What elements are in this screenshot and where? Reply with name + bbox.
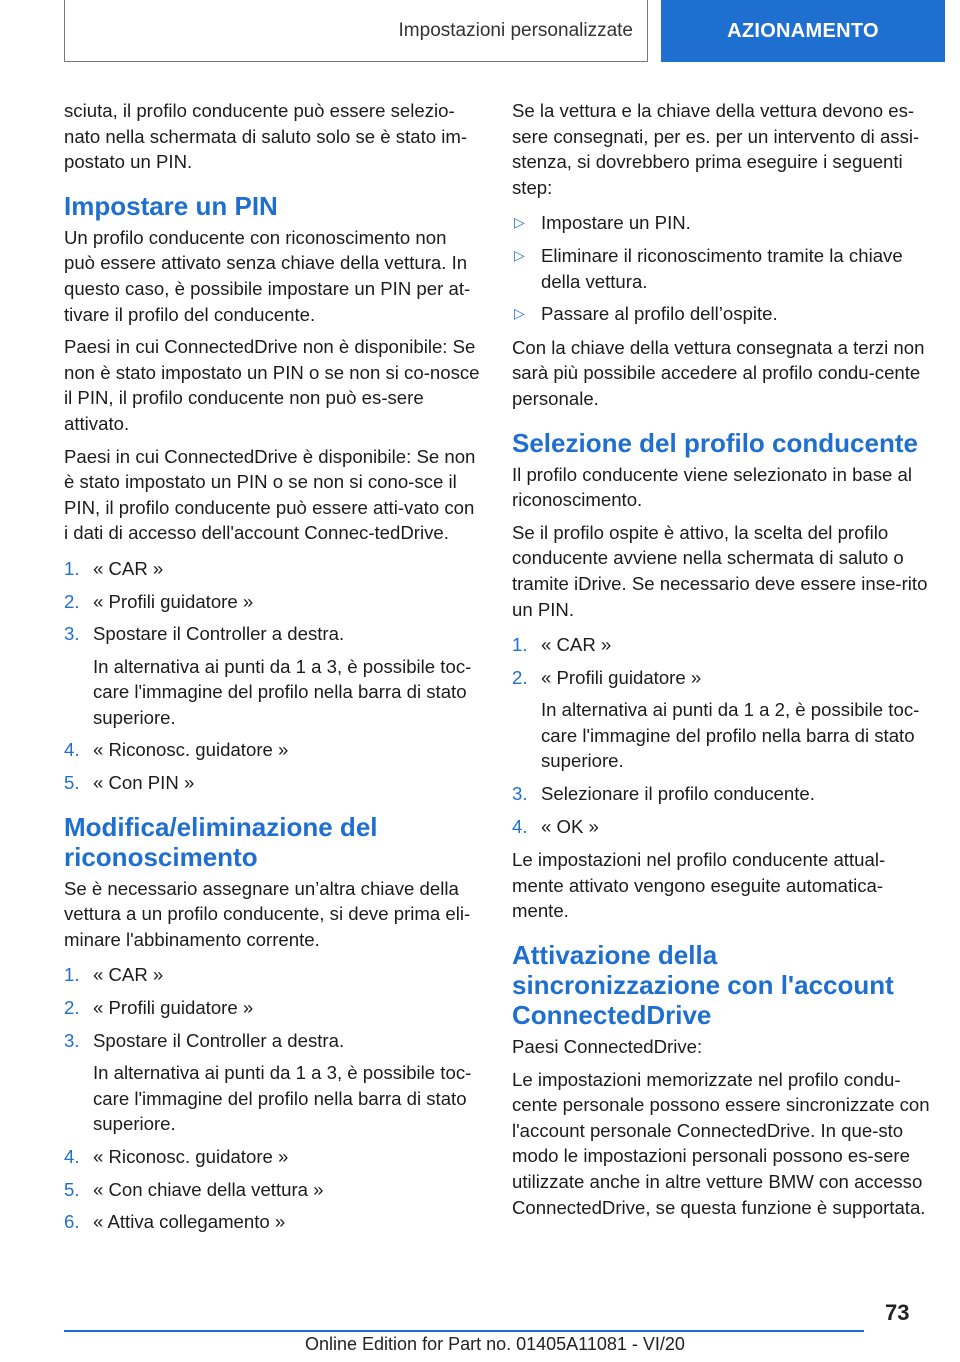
heading-select-profile: Selezione del profilo conducente xyxy=(512,427,918,458)
chapter-title: AZIONAMENTO xyxy=(727,19,879,42)
list-item xyxy=(512,210,930,236)
header-section-title xyxy=(64,0,648,62)
heading-modify-recognition: Modifica/eliminazione del riconoscimento xyxy=(64,811,378,872)
select-paragraph-2: Se il profilo ospite è attivo, la scelta del profilo conducente avviene nella schermata di saluto o tramite iDrive. Se necessario deve essere inse-rito un PIN. xyxy=(512,521,928,620)
step-text: « CAR » xyxy=(93,964,164,986)
step-text: « OK » xyxy=(541,815,599,837)
step-number: 1. xyxy=(64,964,80,986)
step-text: Spostare il Controller a destra. xyxy=(93,1029,345,1051)
step-number: 4. xyxy=(64,739,80,761)
step-number: 3. xyxy=(64,623,80,645)
footer-edition: Online Edition for Part no. 01405A11081 - VI/20 xyxy=(305,1334,685,1354)
step-note: In alternativa ai punti da 1 a 3, è possibile toc-care l'immagine del profilo nella barra di stato superiore. xyxy=(93,655,472,728)
step-number: 4. xyxy=(64,1146,80,1167)
footer-divider xyxy=(64,1330,864,1332)
handover-paragraph: Se la vettura e la chiave della vettura devono es-sere consegnati, per es. per un intervento di assi-stenza, si dovrebbero prima eseguire i seguenti step: xyxy=(512,100,920,198)
handover-paragraph-2: Con la chiave della vettura consegnata a terzi non sarà più possibile accedere al profilo condu-cente personale. xyxy=(512,336,925,409)
list-item xyxy=(512,814,930,840)
step-text: « Con chiave della vettura » xyxy=(93,1178,324,1200)
step-number: 2. xyxy=(64,590,80,612)
bullet-text: Passare al profilo dell’ospite. xyxy=(541,303,778,325)
heading-set-pin: Impostare un PIN xyxy=(64,190,278,221)
step-note: In alternativa ai punti da 1 a 2, è possibile toc-care l'immagine del profilo nella barra di stato superiore. xyxy=(541,699,920,772)
list-item xyxy=(512,243,930,294)
step-number: 1. xyxy=(512,634,528,656)
right-column xyxy=(512,98,930,1227)
list-item xyxy=(64,589,480,615)
step-text: « Riconosc. guidatore » xyxy=(93,739,289,761)
list-item xyxy=(64,1209,480,1235)
step-text: « CAR » xyxy=(541,634,612,656)
page-number: 73 xyxy=(885,1300,910,1325)
pin-paragraph-2: Paesi in cui ConnectedDrive non è disponibile: Se non è stato impostato un PIN o se non si co-nosce il PIN, il profilo conducente non può es-sere attivato. xyxy=(64,336,480,434)
sync-paragraph-2: Le impostazioni memorizzate nel profilo condu-cente personale possono essere sincronizzate con l'account personale ConnectedDrive. In que-sto modo le impostazioni personali possono es-sere utilizzate anche in altre vetture BMW con accesso ConnectedDrive, se questa funzione è supportata. xyxy=(512,1068,930,1218)
list-item xyxy=(64,995,480,1021)
step-number: 2. xyxy=(512,666,528,688)
step-number: 3. xyxy=(512,783,528,805)
step-note: In alternativa ai punti da 1 a 3, è possibile toc-care l'immagine del profilo nella barra di stato superiore. xyxy=(93,1062,472,1135)
step-number: 5. xyxy=(64,1178,80,1200)
header-chapter-tab xyxy=(661,0,945,62)
list-item xyxy=(64,962,480,988)
step-text: « Con PIN » xyxy=(93,772,195,794)
step-text: « Profili guidatore » xyxy=(93,997,254,1019)
bullet-text: Impostare un PIN. xyxy=(541,212,691,234)
left-column xyxy=(64,98,480,1243)
heading-sync-account: Attivazione della sincronizzazione con l'account ConnectedDrive xyxy=(512,940,894,1031)
list-item xyxy=(64,1177,480,1203)
list-item xyxy=(64,770,480,796)
list-item xyxy=(64,621,480,730)
bullet-text: Eliminare il riconoscimento tramite la chiave della vettura. xyxy=(541,244,903,292)
steps-modify-recognition xyxy=(64,962,480,1234)
pin-paragraph-3: Paesi in cui ConnectedDrive è disponibile: Se non è stato impostato un PIN o se non si cono-sce il PIN, il profilo conducente può essere atti-vato con i dati di accesso dell'account Connec-tedDrive. xyxy=(64,445,476,544)
list-item xyxy=(64,1028,480,1137)
list-item xyxy=(64,1144,480,1170)
step-text: Selezionare il profilo conducente. xyxy=(541,783,815,805)
step-number: 1. xyxy=(64,557,80,579)
sync-paragraph-1: Paesi ConnectedDrive: xyxy=(512,1036,703,1058)
step-text: « Riconosc. guidatore » xyxy=(93,1146,289,1167)
step-number: 4. xyxy=(512,815,528,837)
handover-steps xyxy=(512,210,930,326)
steps-select-profile xyxy=(512,632,930,839)
list-item xyxy=(64,556,480,582)
step-text: « Profili guidatore » xyxy=(541,666,702,688)
triangle-right-icon: ▷ xyxy=(514,305,525,322)
pin-paragraph-1: Un profilo conducente con riconoscimento non può essere attivato senza chiave della vettura. In questo caso, è possibile impostare un PIN per at-tivare il profilo del conducente. xyxy=(64,226,471,325)
modify-paragraph-1: Se è necessario assegnare un’altra chiave della vettura a un profilo conducente, si deve prima eli-minare l'abbinamento corrente. xyxy=(64,877,471,950)
step-number: 3. xyxy=(64,1029,80,1051)
step-number: 2. xyxy=(64,997,80,1019)
list-item xyxy=(512,301,930,327)
steps-set-pin xyxy=(64,556,480,796)
list-item xyxy=(512,632,930,658)
step-text: « CAR » xyxy=(93,557,164,579)
section-title: Impostazioni personalizzate xyxy=(398,19,633,41)
step-text: Spostare il Controller a destra. xyxy=(93,623,345,645)
select-paragraph-3: Le impostazioni nel profilo conducente attual-mente attivato vengono eseguite automatica-mente. xyxy=(512,849,886,922)
triangle-right-icon: ▷ xyxy=(514,214,525,231)
step-number: 6. xyxy=(64,1211,80,1233)
list-item xyxy=(512,665,930,774)
step-text: « Profili guidatore » xyxy=(93,590,254,612)
triangle-right-icon: ▷ xyxy=(514,246,525,263)
step-text: « Attiva collegamento » xyxy=(93,1211,286,1233)
select-paragraph-1: Il profilo conducente viene selezionato in base al riconoscimento. xyxy=(512,463,913,511)
intro-paragraph: sciuta, il profilo conducente può essere selezio-nato nella schermata di saluto solo se è stato im-postato un PIN. xyxy=(64,100,468,173)
step-number: 5. xyxy=(64,772,80,794)
list-item xyxy=(64,737,480,763)
list-item xyxy=(512,781,930,807)
